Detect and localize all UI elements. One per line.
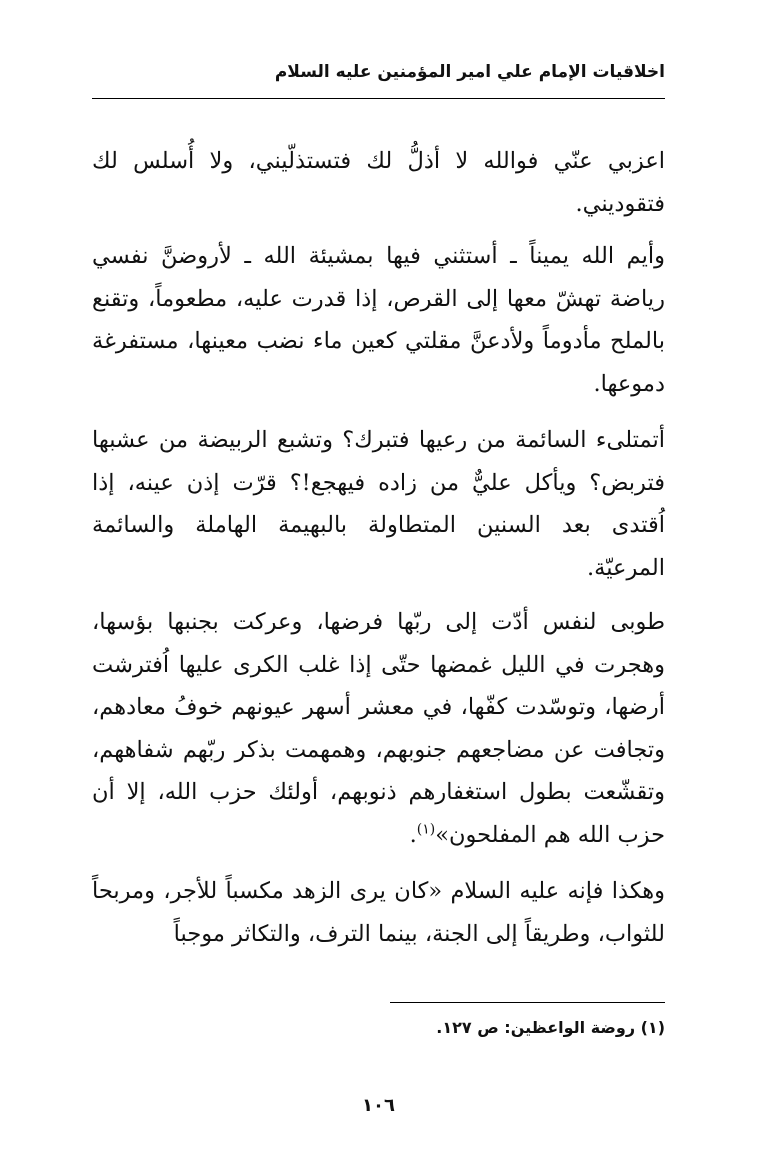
header-divider — [92, 98, 665, 99]
paragraph: وأيم الله يميناً ـ أستثني فيها بمشيئة الله ـ لأروضنَّ نفسي رياضة تهشّ معها إلى القرص، إذا قدرت عليه، مطعوماً، وتقنع بالملح مأدوماً ولأدعنَّ مقلتي كعين ماء نضب معينها، مستفرغة دموعها. — [92, 243, 665, 397]
paragraph: اعزبي عنّي فوالله لا أذلُّ لك فتستذلّيني، ولا أُسلس لك فتقوديني. — [92, 148, 665, 217]
paragraph-text: طوبى لنفس أدّت إلى ربّها فرضها، وعركت بجنبها بؤسها، وهجرت في الليل غمضها حتّى إذا غلب الكرى عليها اُفترشت أرضها، وتوسّدت كفّها، في معشر أسهر عيونهم خوفُ معادهم، وتجافت عن مضاجعهم جنوبهم، وهمهمت بذكر ربّهم شفاههم، وتقشّعت بطول استغفارهم ذنوبهم، أولئك حزب الله، إلا أن حزب الله هم المفلحون» — [92, 609, 665, 848]
running-header: اخلاقيات الإمام علي امير المؤمنين عليه السلام — [274, 62, 665, 82]
footnote-divider — [390, 1002, 665, 1003]
footnote: (١) روضة الواعظين: ص ١٢٧. — [436, 1018, 665, 1037]
paragraph: وهكذا فإنه عليه السلام «كان يرى الزهد مكسباً للأجر، ومربحاً للثواب، وطريقاً إلى الجنة، بينما الترف، والتكاثر موجباً — [92, 878, 665, 947]
main-text — [92, 140, 665, 955]
paragraph-end-punctuation: . — [409, 821, 417, 848]
page-number: ١٠٦ — [362, 1095, 395, 1116]
paragraph: أتمتلىء السائمة من رعيها فتبرك؟ وتشبع الربيضة من عشبها فتربض؟ ويأكل عليٌّ من زاده فيهجع!؟ قرّت إذن عينه، إذا اُقتدى بعد السنين المتطاولة بالبهيمة الهاملة والسائمة المرعيّة. — [92, 427, 665, 581]
paragraph-with-footnote — [92, 601, 665, 856]
footnote-reference: (١) — [416, 821, 436, 837]
